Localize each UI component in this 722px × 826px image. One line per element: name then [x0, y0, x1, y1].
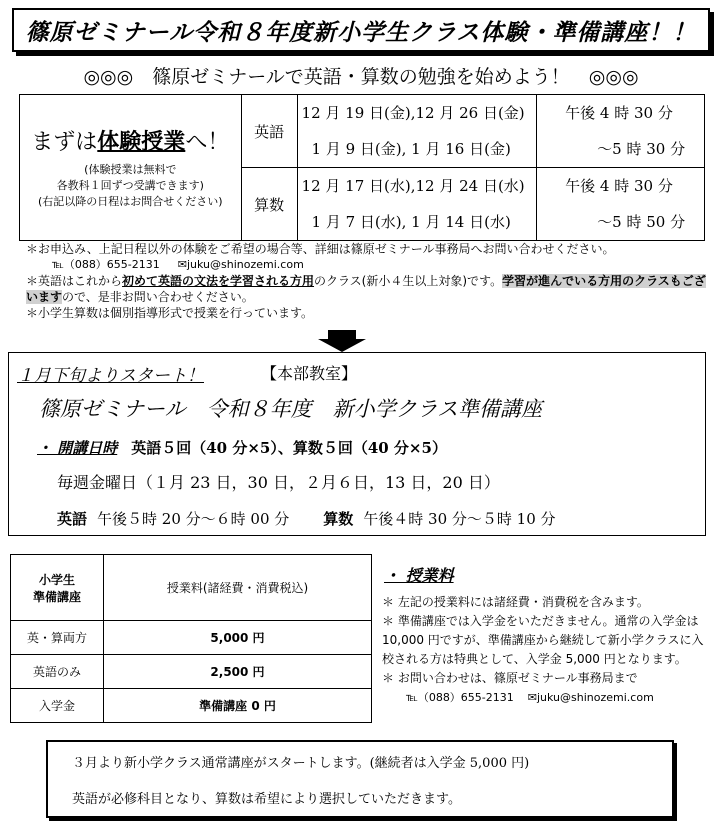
notes-section: [26, 241, 716, 321]
schedule-summary: [37, 437, 447, 458]
english-label: 英語: [57, 510, 88, 528]
fee-notes: [382, 593, 714, 707]
trial-heading-bold: 体験授業: [97, 129, 186, 155]
table-row: [20, 95, 705, 168]
fee-header-right: 授業料(諸経費・消費税込): [104, 555, 372, 621]
time-line: 午後 4 時 30 分: [565, 177, 673, 195]
phone-number: ℡（088）655-2131: [52, 258, 160, 271]
table-row: [11, 621, 372, 655]
contact-line: [26, 257, 716, 273]
start-announcement: １月下旬よりスタート！: [17, 366, 204, 386]
notice-line: 英語が必修科目となり、算数は希望により選択していただきます。: [72, 792, 461, 807]
math-label: 算数: [323, 510, 354, 528]
title-box: [12, 8, 710, 52]
email-address[interactable]: ✉juku@shinozemi.com: [177, 258, 304, 271]
math-dates: [297, 168, 537, 241]
fee-value: 2,500 円: [104, 655, 372, 689]
note-text: ので、是非お問い合わせください。: [62, 290, 254, 304]
table-row: [11, 655, 372, 689]
english-times: [537, 95, 705, 168]
note-line: ＊小学生算数は個別指導形式で授業を行っています。: [26, 306, 314, 320]
bottom-notice: [46, 740, 674, 818]
fee-table: [10, 554, 372, 723]
down-arrow-icon: [318, 330, 366, 352]
trial-heading: [20, 125, 241, 156]
trial-schedule-table: [19, 94, 705, 241]
time-line: 〜5 時 50 分: [597, 213, 686, 231]
trial-heading-post: へ！: [185, 130, 230, 155]
trial-info-cell: [20, 95, 242, 241]
subject-english: 英語: [241, 95, 297, 168]
note-emphasis: 初めて英語の文法を学習される方用: [122, 274, 315, 288]
note-text: のクラス(新小４生以上対象)です。: [314, 274, 503, 288]
note-line: [26, 273, 716, 305]
notice-line: ３月より新小学クラス通常講座がスタートします。(継続者は入学金 5,000 円): [72, 756, 530, 771]
date-line: 12 月 19 日(金),12 月 26 日(金): [301, 104, 525, 122]
subtitle: ◎◎◎ 篠原ゼミナールで英語・算数の勉強を始めよう！ ◎◎◎: [83, 66, 639, 88]
fee-value: 5,000 円: [104, 621, 372, 655]
note-highlight: 学習が進んでいる方用のクラスもございます: [26, 274, 706, 304]
trial-note-line: (右記以降の日程はお問合せください): [38, 195, 223, 208]
course-times: [57, 508, 556, 529]
header-line: 小学生: [38, 572, 75, 587]
fee-note-line: ＊ お問い合わせは、篠原ゼミナール事務局まで: [382, 671, 638, 685]
date-line: 1 月 9 日(金), 1 月 16 日(金): [311, 140, 511, 158]
time-line: 〜5 時 30 分: [597, 140, 686, 158]
course-box: [8, 352, 706, 536]
trial-note: [20, 162, 241, 210]
schedule-value: 英語５回（40 分×5）、算数５回（40 分×5）: [131, 439, 447, 457]
fee-heading: ・ 授業料: [384, 566, 454, 585]
page-title: 篠原ゼミナール令和８年度新小学生クラス体験・準備講座！！: [25, 18, 697, 46]
trial-note-line: (体験授業は無料で: [84, 163, 177, 176]
subject-math: 算数: [241, 168, 297, 241]
fee-value: 準備講座 0 円: [104, 689, 372, 723]
trial-heading-pre: まずは: [31, 130, 98, 155]
email-address[interactable]: ✉juku@shinozemi.com: [527, 691, 654, 704]
fee-label: 英語のみ: [11, 655, 104, 689]
location-label: 【本部教室】: [261, 364, 358, 383]
fee-note-line: ＊ 準備講座では入学金をいただきません。通常の入学金は 10,000 円ですが、準備講座から継続して新小学クラスに入校される方は特典として、入学金 5,000 円となります。: [382, 614, 704, 666]
header-line: 準備講座: [32, 589, 81, 604]
note-text: ＊英語はこれから: [26, 274, 123, 288]
weekly-dates: 毎週金曜日（１月 23 日，30 日，２月６日，13 日，20 日）: [57, 473, 500, 492]
time-line: 午後 4 時 30 分: [565, 104, 673, 122]
phone-number: ℡（088）655-2131: [406, 691, 514, 704]
table-row: [11, 555, 372, 621]
fee-label: 英・算両方: [11, 621, 104, 655]
math-time: 午後４時 30 分〜５時 10 分: [363, 510, 556, 528]
english-time: 午後５時 20 分〜６時 00 分: [97, 510, 290, 528]
trial-note-line: 各教科１回ずつ受講できます): [56, 179, 204, 192]
date-line: 1 月 7 日(水), 1 月 14 日(水): [311, 213, 511, 231]
note-line: ＊お申込み、上記日程以外の体験をご希望の場合等、詳細は篠原ゼミナール事務局へお問い合わせください。: [26, 242, 615, 256]
date-line: 12 月 17 日(水),12 月 24 日(水): [301, 177, 525, 195]
fee-note-line: ＊ 左記の授業料には諸経費・消費税を含みます。: [382, 595, 649, 609]
fee-header-left: [11, 555, 104, 621]
english-dates: [297, 95, 537, 168]
fee-label: 入学金: [11, 689, 104, 723]
course-title: 篠原ゼミナール 令和８年度 新小学クラス準備講座: [39, 397, 542, 421]
math-times: [537, 168, 705, 241]
schedule-label: ・ 開講日時: [37, 439, 118, 457]
contact-line: [382, 688, 714, 707]
table-row: [11, 689, 372, 723]
